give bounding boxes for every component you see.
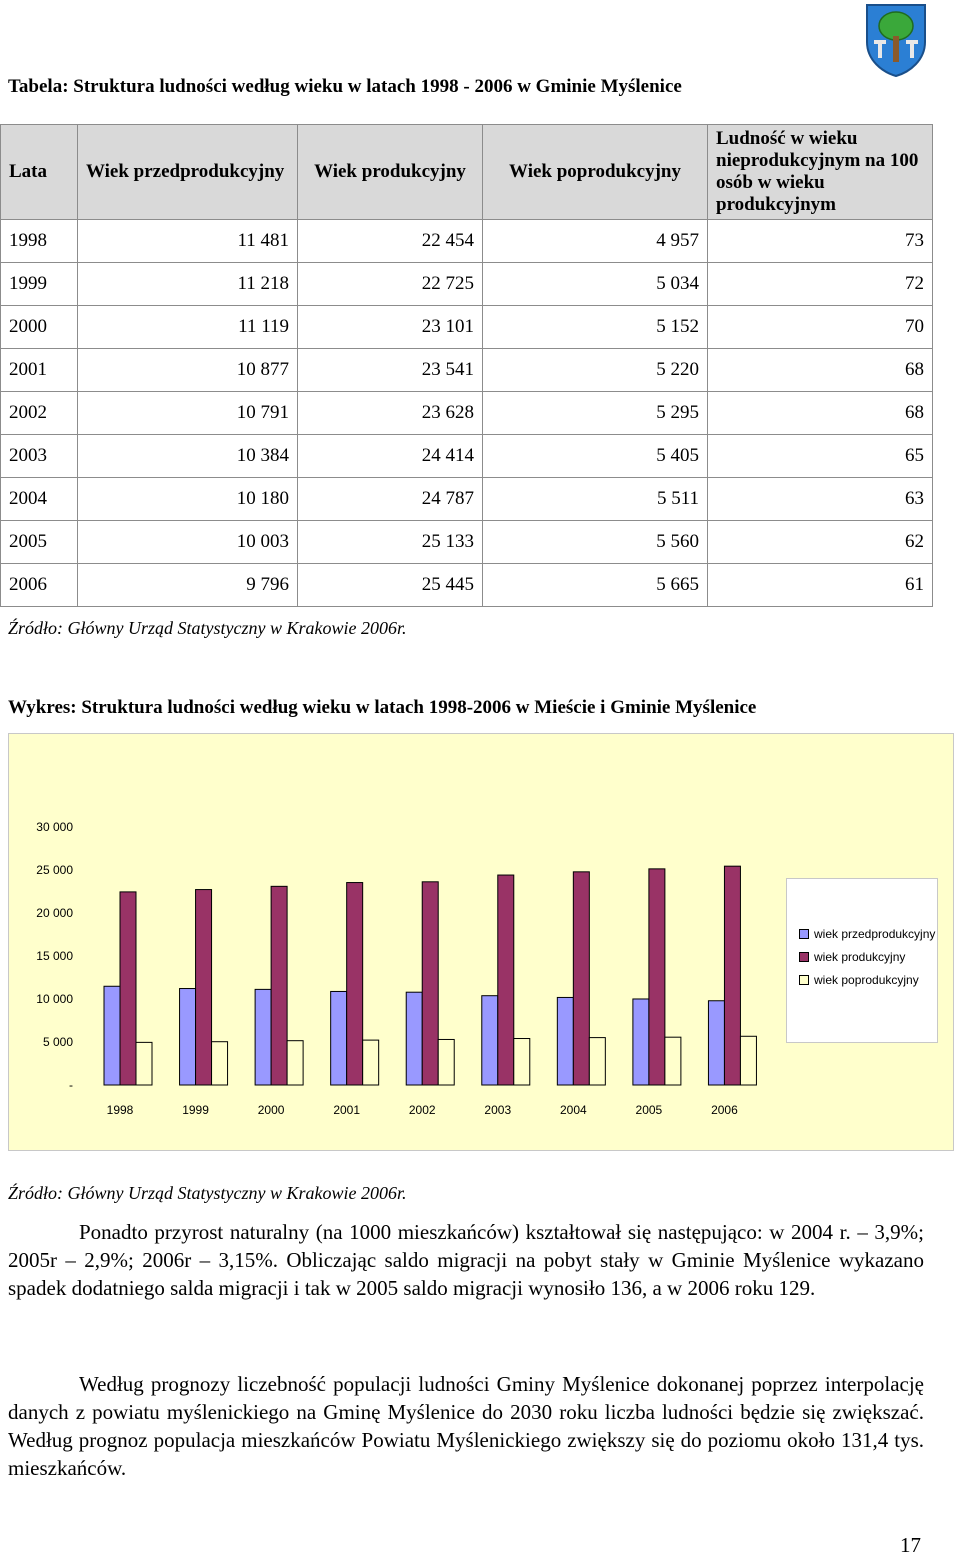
y-tick-label: 25 000 [36, 863, 73, 877]
table-row [1, 220, 933, 263]
bar-series-0 [482, 996, 498, 1085]
value-cell: 73 [708, 220, 933, 263]
year-cell: 1999 [1, 263, 78, 306]
value-cell: 24 787 [298, 478, 483, 521]
bar-series-1 [120, 892, 136, 1085]
y-tick-label: 20 000 [36, 906, 73, 920]
table-row [1, 435, 933, 478]
bar-series-1 [573, 872, 589, 1085]
x-tick-label: 2001 [333, 1103, 361, 1117]
table-row [1, 521, 933, 564]
value-cell: 10 180 [78, 478, 298, 521]
bar-series-0 [633, 999, 649, 1085]
bar-series-2 [363, 1040, 379, 1085]
x-tick-label: 2000 [257, 1103, 285, 1117]
value-cell: 5 665 [483, 564, 708, 607]
value-cell: 5 295 [483, 392, 708, 435]
value-cell: 5 220 [483, 349, 708, 392]
bar-series-0 [557, 997, 573, 1085]
value-cell: 10 877 [78, 349, 298, 392]
y-tick-label: 15 000 [36, 949, 73, 963]
table-row [1, 478, 933, 521]
bar-series-2 [287, 1041, 303, 1085]
value-cell: 23 628 [298, 392, 483, 435]
table-row [1, 306, 933, 349]
legend-item [799, 973, 919, 987]
source-note: Źródło: Główny Urząd Statystyczny w Krakowie 2006r. [8, 1183, 407, 1203]
legend-swatch-post [799, 975, 809, 985]
table-header-row [1, 125, 933, 220]
value-cell: 9 796 [78, 564, 298, 607]
bar-series-2 [665, 1037, 681, 1085]
value-cell: 5 405 [483, 435, 708, 478]
bar-series-1 [196, 890, 212, 1085]
legend-label: wiek poprodukcyjny [814, 973, 919, 987]
bar-series-1 [724, 866, 740, 1085]
legend-swatch-prod [799, 952, 809, 962]
value-cell: 61 [708, 564, 933, 607]
value-cell: 11 218 [78, 263, 298, 306]
value-cell: 62 [708, 521, 933, 564]
coat-of-arms-icon [864, 2, 928, 78]
year-cell: 2006 [1, 564, 78, 607]
value-cell: 68 [708, 392, 933, 435]
value-cell: 23 541 [298, 349, 483, 392]
value-cell: 22 725 [298, 263, 483, 306]
year-cell: 2001 [1, 349, 78, 392]
chart-title: Wykres: Struktura ludności według wieku w latach 1998-2006 w Mieście i Gminie Myślenice [8, 697, 757, 718]
x-tick-label: 2003 [484, 1103, 512, 1117]
table-row [1, 392, 933, 435]
bar-series-0 [255, 989, 271, 1085]
header-cell: Wiek poprodukcyjny [483, 125, 708, 220]
legend-label: wiek przedprodukcyjny [814, 927, 936, 941]
value-cell: 10 791 [78, 392, 298, 435]
value-cell: 10 003 [78, 521, 298, 564]
value-cell: 63 [708, 478, 933, 521]
value-cell: 5 560 [483, 521, 708, 564]
paragraph-text: Według prognozy liczebność populacji ludności Gminy Myślenice dokonanej poprzez interpolację danych z powiatu myślenickiego na Gminę Myślenice do 2030 roku liczba ludności będzie się zwiększać. Według prognoz populacja mieszkańców Powiatu Myślenickiego zwiększy się do poziomu około 131,4 tys. mieszkańców. [8, 1372, 924, 1480]
year-cell: 1998 [1, 220, 78, 263]
bar-series-0 [331, 991, 347, 1085]
bar-series-2 [136, 1042, 152, 1085]
x-tick-label: 1998 [106, 1103, 134, 1117]
bar-series-1 [498, 875, 514, 1085]
legend-label: wiek produkcyjny [814, 950, 906, 964]
x-tick-label: 1999 [182, 1103, 209, 1117]
value-cell: 72 [708, 263, 933, 306]
table-row [1, 349, 933, 392]
bar-series-2 [740, 1036, 756, 1085]
year-cell: 2002 [1, 392, 78, 435]
legend-swatch-pre [799, 929, 809, 939]
paragraph-text: Ponadto przyrost naturalny (na 1000 mieszkańców) kształtował się następująco: w 2004 r. – 3,9%; 2005r – 2,9%; 2006r – 3,15%. Obliczając saldo migracji na pobyt stały w Gminie Myślenice wykazano spadek dodatniego salda migracji i tak w 2005 saldo migracji wynosiło 136, a w 2006 roku 129. [8, 1220, 924, 1300]
header-cell: Ludność w wieku nieprodukcyjnym na 100 osób w wieku produkcyjnym [708, 125, 933, 220]
year-cell: 2005 [1, 521, 78, 564]
bar-series-2 [438, 1039, 454, 1085]
value-cell: 25 445 [298, 564, 483, 607]
bar-series-1 [271, 886, 287, 1085]
value-cell: 70 [708, 306, 933, 349]
bar-series-2 [589, 1038, 605, 1085]
x-tick-label: 2002 [408, 1103, 436, 1117]
x-tick-label: 2004 [559, 1103, 587, 1117]
value-cell: 22 454 [298, 220, 483, 263]
value-cell: 11 119 [78, 306, 298, 349]
year-cell: 2000 [1, 306, 78, 349]
bar-series-0 [104, 986, 120, 1085]
y-tick-label: 5 000 [42, 1035, 73, 1049]
value-cell: 5 511 [483, 478, 708, 521]
legend-item [799, 927, 935, 941]
header-cell: Wiek przedprodukcyjny [78, 125, 298, 220]
value-cell: 65 [708, 435, 933, 478]
paragraph [8, 1370, 924, 1482]
header-cell: Lata [1, 125, 78, 220]
value-cell: 5 034 [483, 263, 708, 306]
x-tick-label: 2006 [711, 1103, 738, 1117]
bar-series-2 [514, 1039, 530, 1085]
y-tick-label: 10 000 [36, 992, 73, 1006]
value-cell: 23 101 [298, 306, 483, 349]
table-title: Tabela: Struktura ludności według wieku w latach 1998 - 2006 w Gminie Myślenice [8, 76, 682, 97]
bar-series-1 [422, 882, 438, 1085]
value-cell: 11 481 [78, 220, 298, 263]
paragraph [8, 1218, 924, 1302]
header-cell: Wiek produkcyjny [298, 125, 483, 220]
chart-legend [786, 878, 938, 1043]
bar-series-0 [708, 1001, 724, 1085]
value-cell: 25 133 [298, 521, 483, 564]
value-cell: 24 414 [298, 435, 483, 478]
y-tick-label: 30 000 [36, 820, 73, 834]
x-tick-label: 2005 [635, 1103, 663, 1117]
legend-item [799, 950, 905, 964]
bar-series-1 [347, 883, 363, 1085]
page-number: 17 [900, 1533, 921, 1557]
bar-series-1 [649, 869, 665, 1085]
value-cell: 4 957 [483, 220, 708, 263]
value-cell: 10 384 [78, 435, 298, 478]
year-cell: 2004 [1, 478, 78, 521]
value-cell: 5 152 [483, 306, 708, 349]
bar-series-2 [212, 1042, 228, 1085]
value-cell: 68 [708, 349, 933, 392]
bar-series-0 [406, 992, 422, 1085]
table-row [1, 263, 933, 306]
population-table [0, 124, 933, 607]
table-row [1, 564, 933, 607]
year-cell: 2003 [1, 435, 78, 478]
bar-series-0 [180, 989, 196, 1085]
y-tick-label: - [69, 1078, 73, 1092]
source-note: Źródło: Główny Urząd Statystyczny w Krakowie 2006r. [8, 618, 407, 638]
